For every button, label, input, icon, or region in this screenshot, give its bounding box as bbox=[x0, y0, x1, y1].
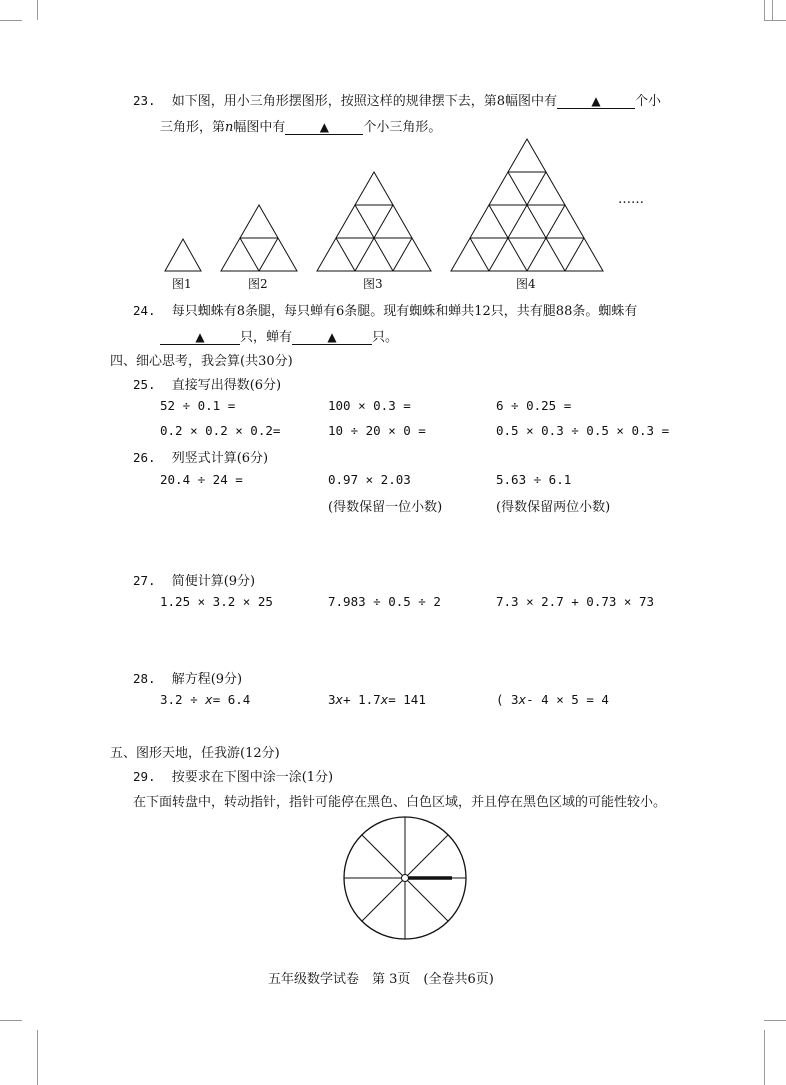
simplify-item: 7.983 ÷ 0.5 ÷ 2 bbox=[328, 594, 441, 609]
page-footer: 五年级数学试卷 第 3页 (全卷共6页) bbox=[268, 972, 494, 987]
question-29-title bbox=[133, 766, 333, 785]
variable-x: x bbox=[335, 692, 344, 707]
calc-item: 6 ÷ 0.25 = bbox=[496, 398, 572, 413]
question-text: 三角形，第 bbox=[160, 120, 226, 135]
crop-mark bbox=[0, 20, 22, 21]
question-title: 简便计算(9分) bbox=[171, 574, 256, 589]
triangle-pattern-figures bbox=[0, 130, 786, 290]
section-4-heading: 四、细心思考，我会算(共30分) bbox=[110, 354, 293, 369]
equation-part: 3 bbox=[328, 692, 336, 707]
equation-part: + 1.7 bbox=[343, 692, 381, 707]
continuation-ellipsis: …… bbox=[618, 192, 644, 207]
triangle-marker-icon: ▲ bbox=[195, 330, 205, 344]
section-5-heading: 五、图形天地，任我游(12分) bbox=[110, 746, 280, 761]
question-title: 按要求在下图中涂一涂(1分) bbox=[171, 770, 334, 785]
crop-mark bbox=[0, 1020, 22, 1021]
question-title: 直接写出得数(6分) bbox=[171, 378, 282, 393]
question-number: 24. bbox=[133, 303, 156, 318]
question-text: 个小三角形。 bbox=[363, 120, 442, 135]
spinner-sector-divider bbox=[405, 835, 448, 878]
figure-1-triangle bbox=[165, 239, 201, 271]
vertical-calc-item: 20.4 ÷ 24 = bbox=[160, 472, 243, 487]
question-26-title bbox=[133, 447, 268, 466]
equation-part: ( 3 bbox=[496, 692, 519, 707]
spinner-pivot bbox=[402, 875, 409, 882]
calc-item: 10 ÷ 20 × 0 = bbox=[328, 423, 426, 438]
question-title: 解方程(9分) bbox=[171, 672, 243, 687]
rounding-note: (得数保留一位小数) bbox=[328, 500, 443, 515]
calc-item: 100 × 0.3 = bbox=[328, 398, 411, 413]
answer-blank-spider[interactable] bbox=[160, 331, 240, 345]
rounding-note: (得数保留两位小数) bbox=[496, 500, 611, 515]
question-text: 只，蝉有 bbox=[240, 330, 293, 345]
equation-1 bbox=[160, 692, 250, 707]
question-24-line2 bbox=[160, 326, 398, 345]
figure-label-4: 图4 bbox=[516, 277, 536, 291]
question-title: 列竖式计算(6分) bbox=[171, 451, 269, 466]
question-text: 每只蜘蛛有8条腿，每只蝉有6条腿。现有蜘蛛和蝉共12只，共有腿88条。蜘蛛有 bbox=[171, 304, 638, 319]
calc-item: 52 ÷ 0.1 = bbox=[160, 398, 236, 413]
question-27-title bbox=[133, 570, 255, 589]
figure-label-2: 图2 bbox=[248, 277, 268, 291]
figure-3-triangle bbox=[317, 172, 431, 271]
question-text: 个小 bbox=[635, 94, 662, 109]
equation-part: = 6.4 bbox=[212, 692, 251, 707]
crop-mark bbox=[764, 20, 786, 21]
equation-3 bbox=[496, 692, 609, 707]
question-25-title bbox=[133, 374, 281, 393]
vertical-calc-item: 0.97 × 2.03 bbox=[328, 472, 411, 487]
question-23-line1 bbox=[133, 90, 661, 109]
question-text: 只。 bbox=[372, 330, 399, 345]
spinner-wheel[interactable] bbox=[0, 808, 786, 948]
question-number: 27. bbox=[133, 573, 156, 588]
question-number: 26. bbox=[133, 450, 156, 465]
question-number: 23. bbox=[133, 93, 156, 108]
figure-label-1: 图1 bbox=[172, 277, 192, 291]
answer-blank-cicada[interactable] bbox=[292, 331, 372, 345]
question-text: 如下图，用小三角形摆图形，按照这样的规律摆下去，第8幅图中有 bbox=[171, 94, 557, 109]
calc-item: 0.5 × 0.3 ÷ 0.5 × 0.3 = bbox=[496, 423, 670, 438]
variable-x: x bbox=[205, 692, 213, 707]
question-28-title bbox=[133, 668, 242, 687]
answer-blank[interactable] bbox=[557, 95, 635, 109]
variable-x: x bbox=[380, 692, 389, 707]
figure-4-triangle bbox=[451, 139, 603, 271]
equation-part: 3.2 ÷ bbox=[160, 692, 206, 707]
simplify-item: 1.25 × 3.2 × 25 bbox=[160, 594, 273, 609]
question-number: 25. bbox=[133, 377, 156, 392]
vertical-calc-item: 5.63 ÷ 6.1 bbox=[496, 472, 572, 487]
question-29-instruction: 在下面转盘中，转动指针，指针可能停在黑色、白色区域，并且停在黑色区域的可能性较小。 bbox=[133, 795, 667, 810]
crop-mark bbox=[772, 0, 773, 20]
crop-mark bbox=[764, 1020, 786, 1021]
crop-mark bbox=[764, 1030, 765, 1085]
triangle-marker-icon: ▲ bbox=[319, 120, 330, 134]
triangle-marker-icon: ▲ bbox=[591, 94, 601, 108]
figure-label-3: 图3 bbox=[363, 277, 383, 291]
equation-part: - 4 × 5 = 4 bbox=[526, 692, 609, 707]
spinner-sector-divider bbox=[405, 878, 448, 921]
variable-x: x bbox=[518, 692, 527, 707]
calc-item: 0.2 × 0.2 × 0.2= bbox=[160, 423, 281, 438]
crop-mark bbox=[37, 0, 38, 20]
crop-mark bbox=[37, 1030, 38, 1085]
question-24-line1 bbox=[133, 300, 637, 319]
spinner-sector-divider bbox=[362, 835, 405, 878]
equation-2 bbox=[328, 692, 426, 707]
crop-mark bbox=[764, 0, 765, 20]
spinner-sector-divider bbox=[362, 878, 405, 921]
question-number: 29. bbox=[133, 769, 156, 784]
equation-part: = 141 bbox=[388, 692, 426, 707]
question-number: 28. bbox=[133, 671, 156, 686]
figure-2-triangle bbox=[221, 205, 297, 271]
triangle-marker-icon: ▲ bbox=[327, 330, 337, 344]
question-text: 幅图中有 bbox=[233, 120, 286, 135]
variable-n: n bbox=[225, 120, 234, 135]
simplify-item: 7.3 × 2.7 + 0.73 × 73 bbox=[496, 594, 655, 609]
